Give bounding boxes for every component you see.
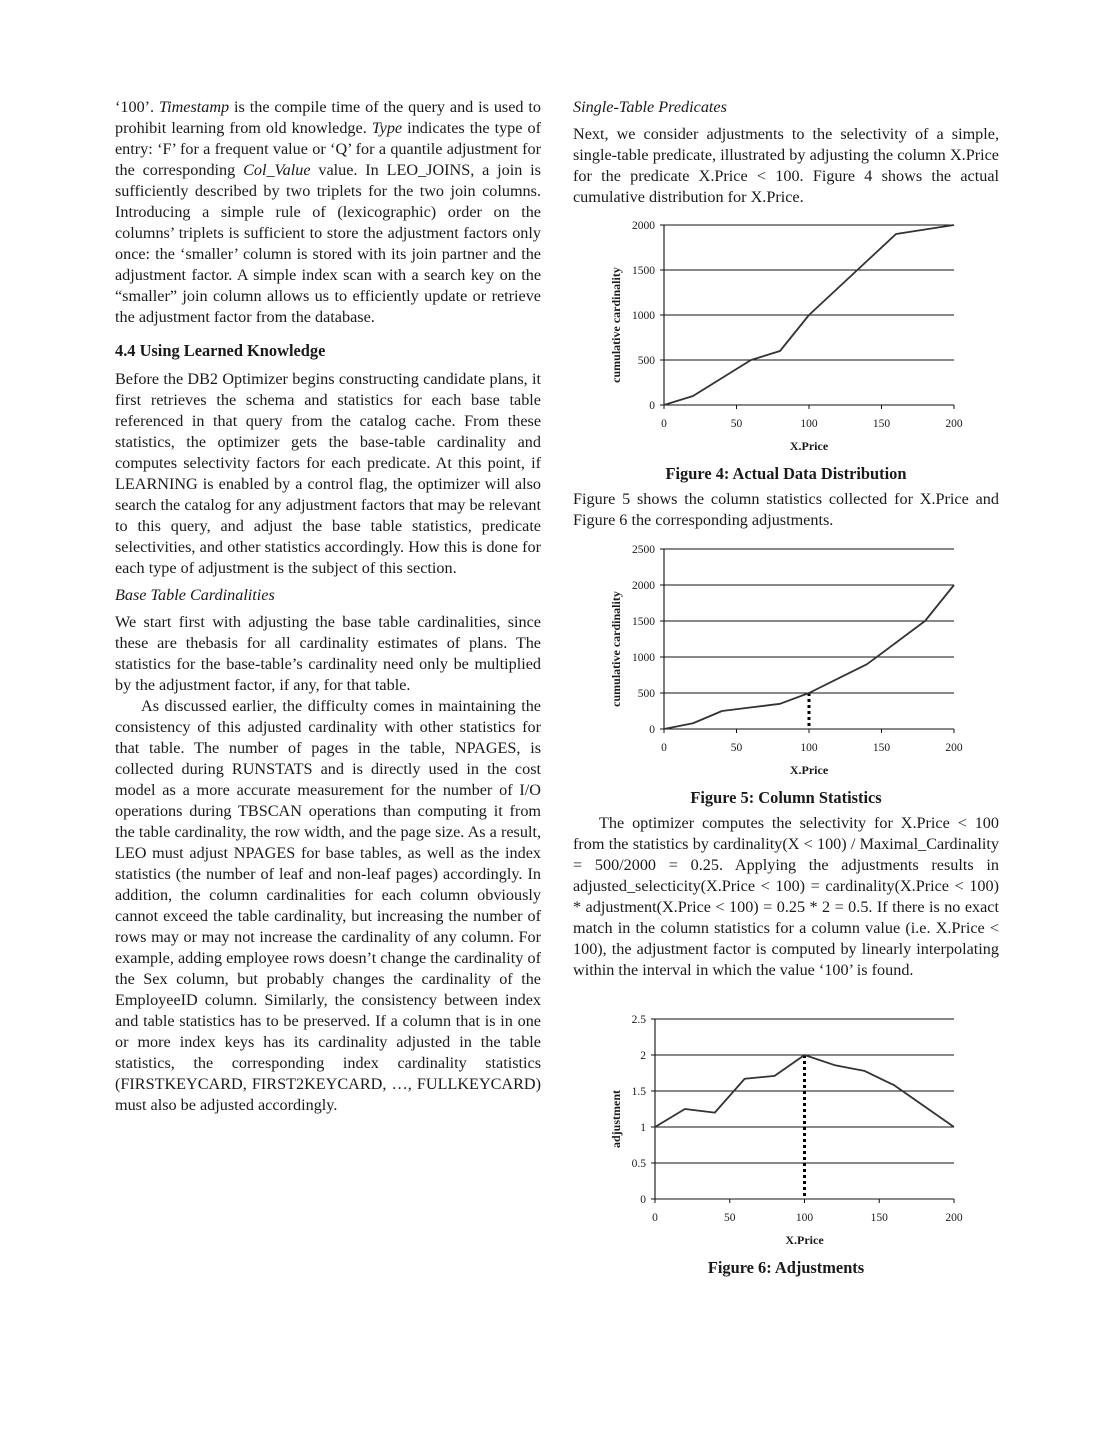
subsection-heading-single-table: Single-Table Predicates bbox=[573, 98, 727, 116]
y-tick-label: 0 bbox=[640, 1194, 646, 1206]
x-axis-label: X.Price bbox=[789, 763, 829, 777]
figure-4-caption: Figure 4: Actual Data Distribution bbox=[665, 464, 907, 483]
text-run: ‘100’. bbox=[115, 98, 159, 116]
paragraph-selectivity: The optimizer computes the selectivity for X.Price < 100 from the statistics by cardinality(X < 100) / Maximal_Cardinality = 500/2000 = 0.25. Applying the adjustments results in adjusted_selecticity(X.Price < 100) = cardinality(X.Price < 100) * adjustment(X.Price < 100) = 0.25 * 2 = 0.5. If there is no exact match in the column statistics for a column value (i.e. X.Price < 100), the adjustment factor is computed by linearly interpolating within the interval in which the value ‘100’ is found. bbox=[573, 814, 999, 979]
y-tick-label: 2.5 bbox=[631, 1014, 646, 1026]
x-axis-label: X.Price bbox=[789, 439, 829, 453]
figure-4-chart bbox=[573, 212, 999, 460]
x-tick-label: 200 bbox=[945, 1212, 963, 1224]
y-axis-label: cumulative cardinality bbox=[609, 267, 623, 383]
y-tick-label: 2500 bbox=[632, 544, 655, 556]
x-tick-label: 100 bbox=[800, 742, 818, 754]
paragraph-schema-description bbox=[115, 97, 541, 328]
y-tick-label: 1500 bbox=[632, 265, 655, 277]
y-tick-label: 1 bbox=[640, 1122, 646, 1134]
x-tick-label: 150 bbox=[872, 418, 891, 430]
figure-6-caption: Figure 6: Adjustments bbox=[707, 1258, 865, 1277]
paragraph-single-table-predicates: Next, we consider adjustments to the selectivity of a simple, single-table predicate, illustrated by adjusting the column X.Price for the predicate X.Price < 100. Figure 4 shows the actual cumulative distribution for X.Price. bbox=[573, 125, 999, 206]
y-tick-label: 1.5 bbox=[631, 1086, 646, 1098]
italic-term: Col_Value bbox=[243, 161, 311, 179]
y-tick-label: 2 bbox=[640, 1050, 646, 1062]
figure-5-caption: Figure 5: Column Statistics bbox=[690, 788, 882, 807]
y-tick-label: 1000 bbox=[632, 310, 655, 322]
left-column bbox=[115, 97, 541, 1116]
figure-5-chart bbox=[573, 536, 999, 784]
y-tick-label: 0 bbox=[649, 400, 655, 412]
x-tick-label: 100 bbox=[800, 418, 818, 430]
y-tick-label: 0.5 bbox=[631, 1158, 646, 1170]
x-tick-label: 200 bbox=[945, 742, 963, 754]
x-tick-label: 0 bbox=[661, 742, 667, 754]
y-tick-label: 500 bbox=[637, 355, 655, 367]
section-heading: 4.4 Using Learned Knowledge bbox=[115, 341, 326, 360]
right-column-selectivity bbox=[573, 813, 999, 981]
y-axis-label: cumulative cardinality bbox=[609, 591, 623, 707]
x-tick-label: 100 bbox=[795, 1212, 814, 1224]
figure-6-chart bbox=[573, 1006, 999, 1254]
paragraph-figure-5-intro: Figure 5 shows the column statistics collected for X.Price and Figure 6 the corresponding adjustments. bbox=[573, 490, 999, 529]
x-tick-label: 50 bbox=[730, 742, 743, 754]
x-tick-label: 0 bbox=[652, 1212, 658, 1224]
text-run: indicates the type of entry: ‘F’ for a frequent value or ‘Q’ for a quantile adjustment for the corresponding bbox=[115, 119, 541, 179]
y-tick-label: 500 bbox=[637, 688, 655, 700]
x-axis-label: X.Price bbox=[785, 1233, 824, 1247]
text-run: is the compile time of the query and is used to prohibit learning from old knowledge. bbox=[115, 98, 541, 137]
subsection-heading-base-table: Base Table Cardinalities bbox=[115, 586, 275, 604]
x-tick-label: 50 bbox=[730, 418, 743, 430]
y-tick-label: 2000 bbox=[632, 580, 655, 592]
y-axis-label: adjustment bbox=[609, 1089, 623, 1149]
y-tick-label: 1000 bbox=[632, 652, 655, 664]
right-column-intro bbox=[573, 97, 999, 208]
x-tick-label: 150 bbox=[870, 1212, 888, 1224]
x-tick-label: 200 bbox=[945, 418, 963, 430]
y-tick-label: 0 bbox=[649, 724, 655, 736]
paragraph-base-table-1: We start first with adjusting the base table cardinalities, since these are thebasis for all cardinality estimates of plans. The statistics for the base-table’s cardinality need only be multiplied by the adjustment factor, if any, for that table. bbox=[115, 613, 541, 694]
x-tick-label: 0 bbox=[661, 418, 667, 430]
y-tick-label: 2000 bbox=[632, 220, 655, 232]
y-tick-label: 1500 bbox=[632, 616, 655, 628]
italic-term: Timestamp bbox=[159, 98, 230, 116]
text-run: value. In LEO_JOINS, a join is sufficiently described by two triplets for the two join columns. Introducing a simple rule of (lexicographic) order on the columns’ triplets is sufficient to store the adjustment factors only once: the ‘smaller’ column is stored with its join partner and the adjustment factor. A simple index scan with a search key on the “smaller” join column allows us to efficiently update or retrieve the adjustment factor from the database. bbox=[115, 161, 541, 326]
paragraph-base-table-2: As discussed earlier, the difficulty comes in maintaining the consistency of this adjusted cardinality with other statistics for that table. The number of pages in the table, NPAGES, is collected during RUNSTATS and is directly used in the cost model as a more accurate measurement for the number of I/O operations during TBSCAN operations than computing it from the table cardinality, the row width, and the page size. As a result, LEO must adjust NPAGES for base tables, as well as the index statistics (the number of leaf and non-leaf pages) accordingly. In addition, the column cardinalities for each column obviously cannot exceed the table cardinality, but increasing the number of rows may or may not increase the cardinality of any column. For example, adding employee rows doesn’t change the cardinality of the Sex column, but probably changes the cardinality of the EmployeeID column. Similarly, the consistency between index and table statistics has to be preserved. If a column that is in one or more index keys has its cardinality adjusted in the table statistics, the corresponding index cardinality statistics (FIRSTKEYCARD, FIRST2KEYCARD, …, FULLKEYCARD) must also be adjusted accordingly. bbox=[115, 697, 541, 1114]
x-tick-label: 150 bbox=[872, 742, 891, 754]
italic-term: Type bbox=[371, 119, 403, 137]
paragraph-using-learned-knowledge: Before the DB2 Optimizer begins constructing candidate plans, it first retrieves the schema and statistics for each base table referenced in that query from the catalog cache. From these statistics, the optimizer gets the base-table cardinality and computes selectivity factors for each predicate. At this point, if LEARNING is enabled by a control flag, the optimizer will also search the catalog for any adjustment factors that may be relevant to this query, and adjust the base table statistics, predicate selectivities, and other statistics accordingly. How this is done for each type of adjustment is the subject of this section. bbox=[115, 370, 541, 577]
x-tick-label: 50 bbox=[724, 1212, 736, 1224]
right-column-figure-intro bbox=[573, 489, 999, 531]
